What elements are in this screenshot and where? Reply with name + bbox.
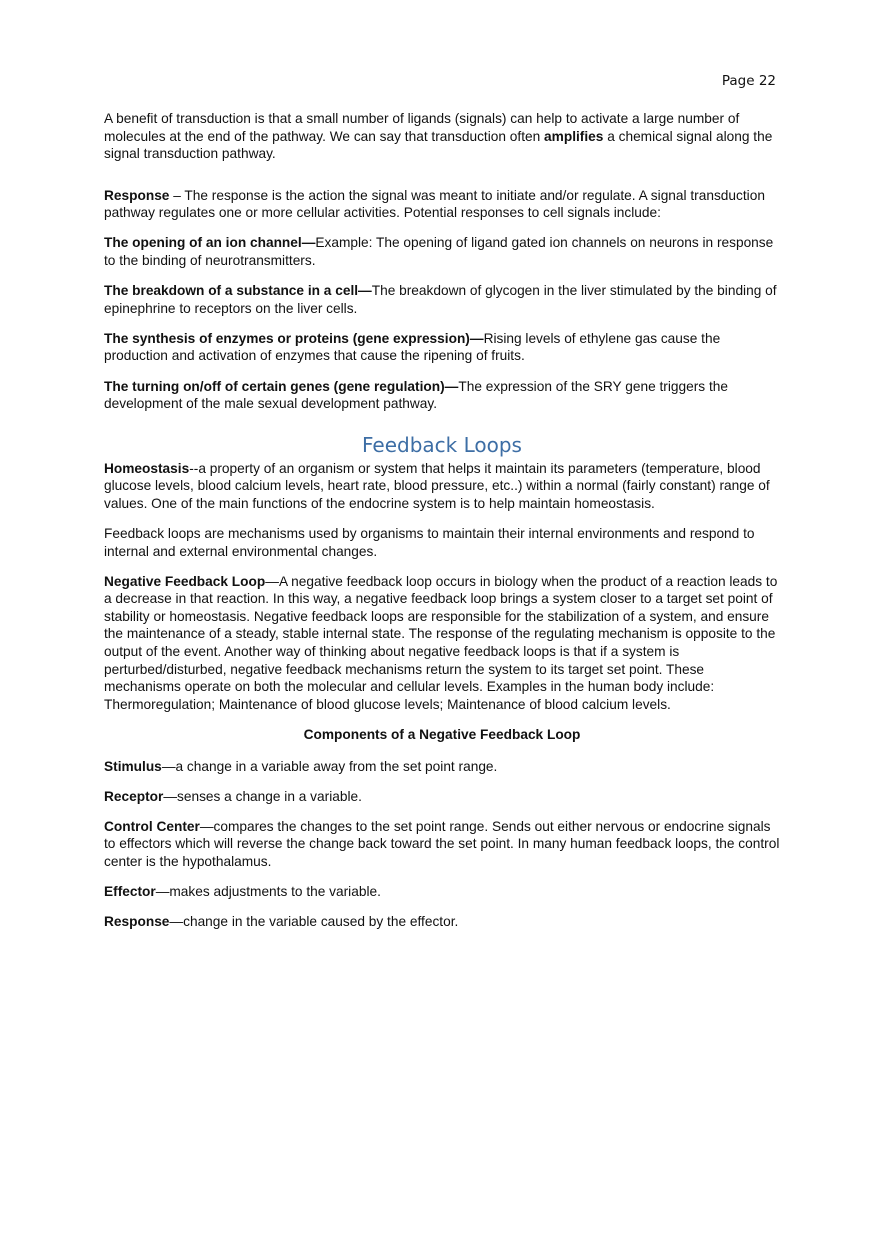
intro-text: A benefit of transduction is that a small number of ligands (signals) can help to activate a large number of molecules at the end of the pathway. We can say that transduction often — [104, 111, 740, 144]
negative-loop-term: Negative Feedback Loop — [104, 573, 266, 589]
component-item — [104, 818, 780, 871]
feedback-paragraph: Feedback loops are mechanisms used by organisms to maintain their internal environments and respond to internal and external environmental changes. — [104, 526, 755, 559]
component-term: Receptor — [104, 788, 164, 804]
page-number: Page 22 — [721, 73, 776, 89]
negative-loop-paragraph — [104, 573, 780, 714]
homeostasis-paragraph — [104, 460, 780, 513]
response-text: – The response is the action the signal was meant to initiate and/or regulate. A signal transduction pathway regulates one or more cellular activities. Potential responses to cell signals include: — [104, 187, 765, 221]
response-item-term: The synthesis of enzymes or proteins (gene expression)— — [104, 330, 484, 346]
component-term: Response — [104, 914, 170, 930]
component-text: —change in the variable caused by the effector. — [169, 914, 459, 930]
component-item — [104, 788, 780, 806]
response-item-text: The breakdown of glycogen in the liver stimulated by the binding of epinephrine to receptors on the liver cells. — [104, 283, 777, 316]
response-item-term: The turning on/off of certain genes (gene regulation)— — [104, 378, 459, 394]
response-paragraph — [104, 187, 780, 222]
homeostasis-text: --a property of an organism or system that helps it maintain its parameters (temperature, blood glucose levels, blood calcium levels, heart rate, blood pressure, etc..) within a normal (fairly constant) range of values. One of the main functions of the endocrine system is to help maintain homeostasis. — [104, 460, 770, 511]
component-text: —a change in a variable away from the set point range. — [161, 758, 498, 774]
intro-emphasis: amplifies — [544, 128, 604, 144]
component-item — [104, 913, 780, 931]
component-text: —senses a change in a variable. — [163, 788, 362, 804]
intro-paragraph — [104, 110, 780, 163]
response-item-term: The opening of an ion channel— — [104, 235, 316, 251]
component-term: Effector — [104, 884, 156, 899]
response-item — [104, 330, 780, 365]
component-term: Control Center — [104, 818, 200, 834]
response-item-term: The breakdown of a substance in a cell— — [104, 283, 372, 299]
response-term: Response — [104, 187, 170, 203]
component-text: —compares the changes to the set point range. Sends out either nervous or endocrine signals to effectors which will reverse the change back toward the set point. In many human feedback loops, the control center is the hypothalamus. — [104, 818, 780, 869]
response-item-text: The expression of the SRY gene triggers the development of the male sexual development pathway. — [104, 378, 728, 412]
response-item — [104, 282, 780, 317]
section-title: Feedback Loops — [362, 432, 522, 457]
negative-loop-text: —A negative feedback loop occurs in biology when the product of a reaction leads to a decrease in that reaction. In this way, a negative feedback loop brings a system closer to a target set point of stability or homeostasis. Negative feedback loops are responsible for the stabilization of a system, and ensure the maintenance of a steady, stable internal state. The response of the regulating mechanism is opposite to the output of the event. Another way of thinking about negative feedback loops is that if a system is perturbed/disturbed, negative feedback mechanisms return the system to its target set point. These mechanisms operate on both the molecular and cellular levels. Examples in the human body include: Thermoregulation; Maintenance of blood glucose levels; Maintenance of blood calcium levels. — [104, 573, 778, 712]
response-item — [104, 378, 780, 413]
response-item-text: Example: The opening of ligand gated ion channels on neurons in response to the binding of neurotransmitters. — [104, 235, 774, 269]
document-body — [104, 110, 780, 943]
response-item — [104, 234, 780, 269]
component-item — [104, 758, 780, 776]
component-term: Stimulus — [104, 758, 162, 774]
component-text: —makes adjustments to the variable. — [155, 884, 381, 899]
homeostasis-term: Homeostasis — [104, 460, 190, 476]
components-heading: Components of a Negative Feedback Loop — [303, 726, 581, 742]
response-item-text: Rising levels of ethylene gas cause the production and activation of enzymes that cause the ripening of fruits. — [104, 330, 721, 364]
component-item — [104, 883, 780, 901]
intro-text-end: a chemical signal along the signal transduction pathway. — [104, 128, 773, 162]
